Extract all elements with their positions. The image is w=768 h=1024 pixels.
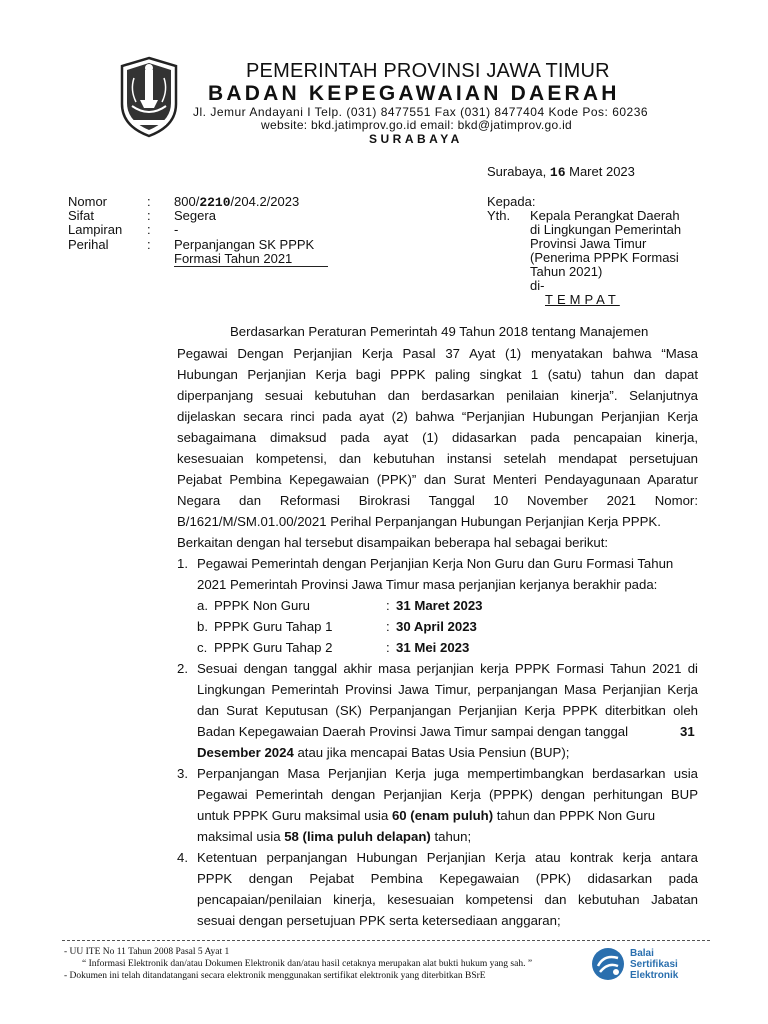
sub-label: PPPK Guru Tahap 2 xyxy=(214,640,333,655)
letterhead-website: website: bkd.jatimprov.go.id email: bkd@jatimprov.go.id xyxy=(261,118,573,132)
letterhead-government: PEMERINTAH PROVINSI JAWA TIMUR xyxy=(246,60,610,82)
lampiran-value: - xyxy=(174,222,179,237)
list-line: untuk PPPK Guru maksimal usia 60 (enam puluh) tahun dan PPPK Non Guru xyxy=(197,808,656,823)
list-number: 4. xyxy=(177,850,188,865)
recipient-line: Tahun 2021) xyxy=(530,264,603,279)
list-line: PPPK dengan Pejabat Pembina Kepegawaian (PPK) didasarkan pada xyxy=(197,871,698,886)
footer-divider xyxy=(62,940,710,941)
colon: : xyxy=(147,222,151,237)
perihal-line2: Formasi Tahun 2021 xyxy=(174,251,293,266)
perihal-underline xyxy=(174,266,328,267)
sub-value: 31 Maret 2023 xyxy=(396,598,483,613)
paragraph-line: dijelaskan secara rinci pada ayat (2) bahwa “Perjanjian Hubungan Perjanjian Kerja xyxy=(177,409,698,424)
perihal-label: Perihal xyxy=(68,237,109,252)
sub-letter: c. xyxy=(197,640,208,655)
perihal-line1: Perpanjangan SK PPPK xyxy=(174,237,315,252)
paragraph-line: sebagaimana dimaksud pada ayat (1) didasarkan pada pencapaian kinerja, xyxy=(177,430,698,445)
list-line: pencapaian/penilaian kinerja, kesesuaian kompetensi dan kebutuhan Jabatan xyxy=(197,892,698,907)
nomor-label: Nomor xyxy=(68,194,108,209)
sub-label: PPPK Guru Tahap 1 xyxy=(214,619,333,634)
list-line: Lingkungan Pemerintah Provinsi Jawa Timur, perpanjangan Masa Perjanjian Kerja xyxy=(197,682,698,697)
recipient-tempat: TEMPAT xyxy=(545,292,620,307)
colon: : xyxy=(386,640,390,655)
list-line: Desember 2024 atau jika mencapai Batas Usia Pensiun (BUP); xyxy=(197,745,570,760)
list-line: Badan Kepegawaian Daerah Provinsi Jawa Timur sampai dengan tanggal xyxy=(197,724,629,739)
paragraph-line: diperpanjang sesuai kebutuhan dan berdasarkan penilaian kinerja”. Selanjutnya xyxy=(177,388,698,403)
list-line: Pegawai Pemerintah dengan Perjanjian Kerja Non Guru dan Guru Formasi Tahun xyxy=(197,556,674,571)
list-line: maksimal usia 58 (lima puluh delapan) tahun; xyxy=(197,829,472,844)
paragraph-line: kesesuaian kompetensi, dan kebutuhan instansi setelah mendapat persetujuan xyxy=(177,451,698,466)
list-line: 2021 Pemerintah Provinsi Jawa Timur masa perjanjian kerjanya berakhir pada: xyxy=(197,577,658,592)
list-line: sesuai dengan persetujuan PPK serta ketersediaan anggaran; xyxy=(197,913,561,928)
bsre-line: Sertifikasi xyxy=(630,959,678,970)
recipient-line: (Penerima PPPK Formasi xyxy=(530,250,679,265)
jatim-crest-logo xyxy=(118,56,180,138)
sub-value: 30 April 2023 xyxy=(396,619,477,634)
list-line: dan Surat Keputusan (SK) Perpanjangan Perjanjian Kerja PPPK diterbitkan oleh xyxy=(197,703,698,718)
paragraph-line: Pejabat Pembina Kepegawaian (PPK)” dan Surat Menteri Pendayagunaan Aparatur xyxy=(177,472,698,487)
colon: : xyxy=(386,619,390,634)
colon: : xyxy=(147,208,151,223)
bsre-line: Balai xyxy=(630,948,654,959)
colon: : xyxy=(386,598,390,613)
list-line: Ketentuan perpanjangan Hubungan Perjanjian Kerja atau kontrak kerja antara xyxy=(197,850,698,865)
bsre-label xyxy=(630,948,678,981)
sifat-label: Sifat xyxy=(68,208,95,223)
footer-line: “ Informasi Elektronik dan/atau Dokumen Elektronik dan/atau hasil cetaknya merupakan alat bukti hukum yang sah. ” xyxy=(82,959,533,969)
colon: : xyxy=(147,194,151,209)
recipient-di: di- xyxy=(530,278,545,293)
nomor-value: 800/2210/204.2/2023 xyxy=(174,194,300,210)
letter-date: Surabaya, 16 Maret 2023 xyxy=(487,164,635,180)
colon: : xyxy=(147,237,151,252)
list-line: Perpanjangan Masa Perjanjian Kerja juga mempertimbangkan berdasarkan usia xyxy=(197,766,698,781)
footer-line: - Dokumen ini telah ditandatangani secara elektronik menggunakan sertifikat elektronik yang diterbitkan BSrE xyxy=(64,971,486,981)
recipient-line: di Lingkungan Pemerintah xyxy=(530,222,682,237)
letterhead-address: Jl. Jemur Andayani I Telp. (031) 8477551 Fax (031) 8477404 Kode Pos: 60236 xyxy=(193,105,649,119)
paragraph-line: Hubungan Perjanjian Kerja bagi PPPK paling singkat 1 (satu) tahun dan dapat xyxy=(177,367,698,382)
sub-letter: a. xyxy=(197,598,208,613)
paragraph-line: Berkaitan dengan hal tersebut disampaikan beberapa hal sebagai berikut: xyxy=(177,535,609,550)
list-number: 3. xyxy=(177,766,188,781)
sub-label: PPPK Non Guru xyxy=(214,598,311,613)
yth-label: Yth. xyxy=(487,208,511,223)
paragraph-line: Negara dan Reformasi Birokrasi Tanggal 10 November 2021 Nomor: xyxy=(177,493,698,508)
sub-value: 31 Mei 2023 xyxy=(396,640,470,655)
recipient-line: Kepala Perangkat Daerah xyxy=(530,208,680,223)
list-line-bold: 31 xyxy=(680,724,695,739)
list-number: 1. xyxy=(177,556,188,571)
sub-letter: b. xyxy=(197,619,208,634)
bsre-line: Elektronik xyxy=(630,970,679,981)
letterhead-agency: BADAN KEPEGAWAIAN DAERAH xyxy=(208,82,620,105)
kepada-label: Kepada: xyxy=(487,194,536,209)
recipient-line: Provinsi Jawa Timur xyxy=(530,236,647,251)
letterhead-city: SURABAYA xyxy=(369,132,463,146)
footer-line: - UU ITE No 11 Tahun 2008 Pasal 5 Ayat 1 xyxy=(64,947,230,957)
paragraph-line: B/1621/M/SM.01.00/2021 Perihal Perpanjangan Hubungan Perjanjian Kerja PPPK. xyxy=(177,514,661,529)
paragraph-line: Berdasarkan Peraturan Pemerintah 49 Tahun 2018 tentang Manajemen xyxy=(230,324,649,339)
paragraph-line: Pegawai Dengan Perjanjian Kerja Pasal 37 Ayat (1) menyatakan bahwa “Masa xyxy=(177,346,698,361)
list-line: Pegawai Pemerintah dengan Perjanjian Kerja (PPPK) dengan perhitungan BUP xyxy=(197,787,698,802)
list-number: 2. xyxy=(177,661,188,676)
list-line: Sesuai dengan tanggal akhir masa perjanjian kerja PPPK Formasi Tahun 2021 di xyxy=(197,661,698,676)
sifat-value: Segera xyxy=(174,208,216,223)
bsre-logo-icon xyxy=(590,946,626,982)
lampiran-label: Lampiran xyxy=(68,222,123,237)
